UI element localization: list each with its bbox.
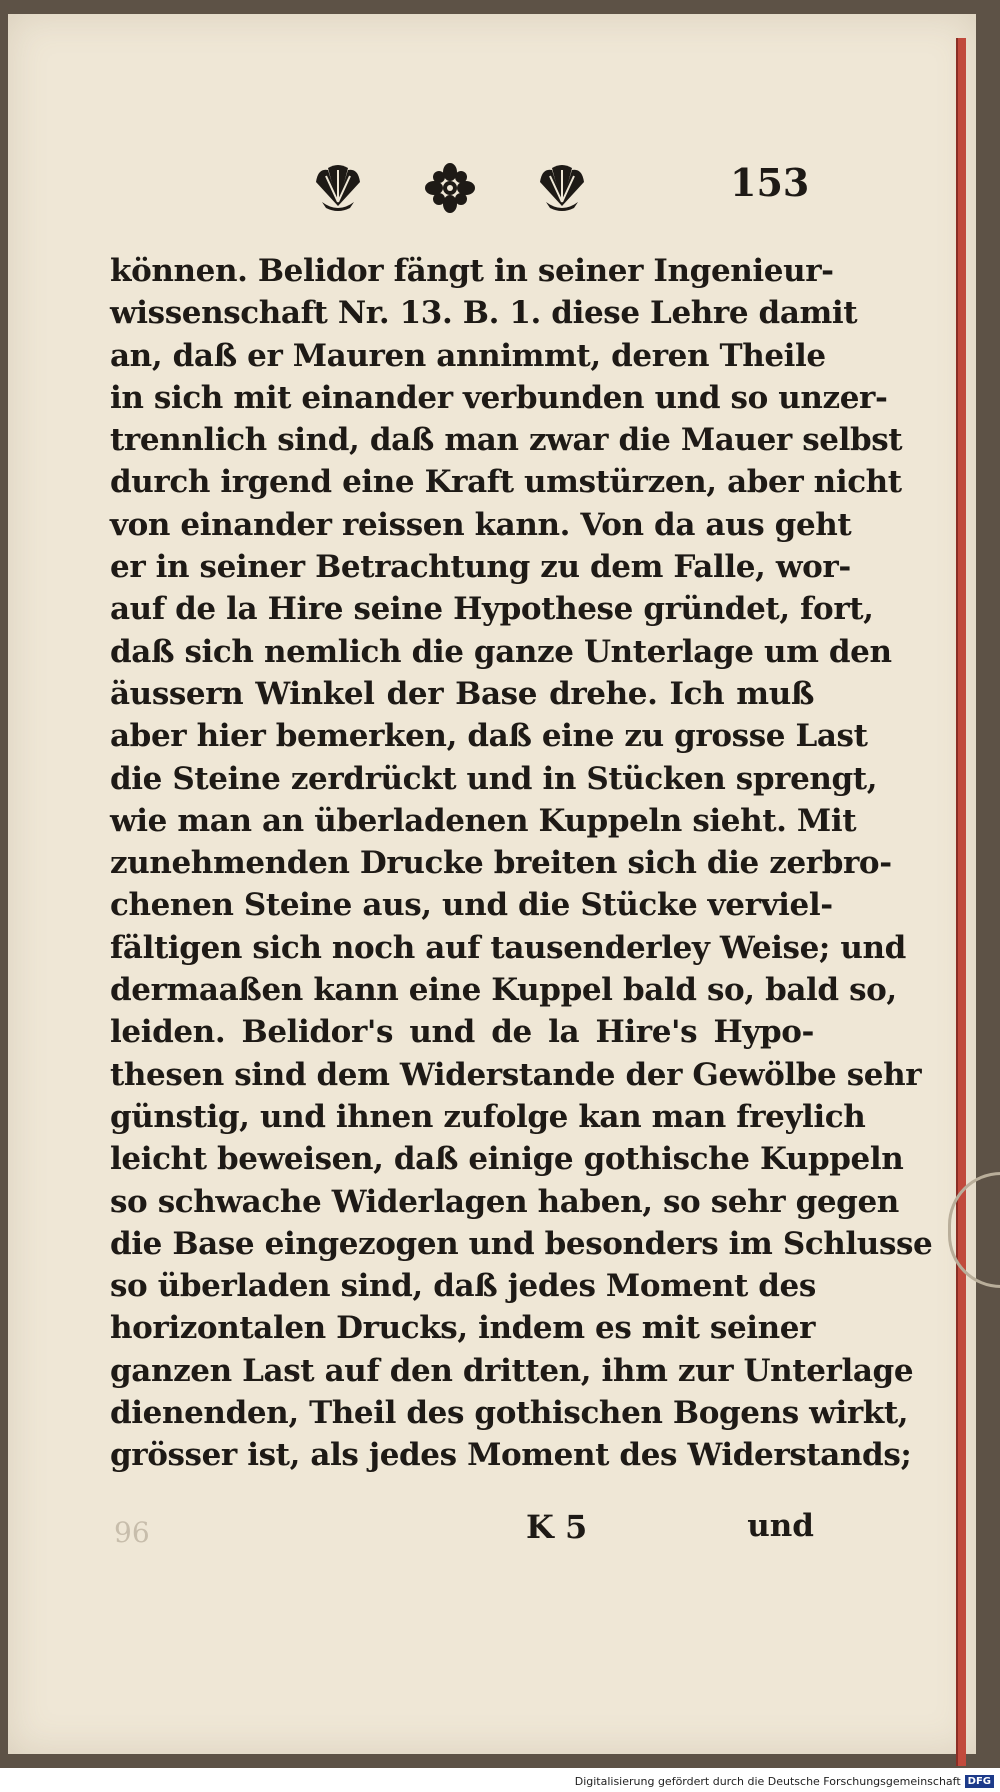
text-line: äussern Winkel der Base drehe. Ich muß — [110, 675, 814, 712]
text-line: so überladen sind, daß jedes Moment des — [110, 1268, 816, 1305]
digitization-credit — [575, 1772, 994, 1790]
flower-ornament-icon — [420, 162, 480, 214]
page-number: 153 — [730, 160, 810, 205]
text-line: zunehmenden Drucke breiten sich die zerbro- — [110, 845, 892, 882]
credit-text: Digitalisierung gefördert durch die Deutsche Forschungsgemeinschaft — [574, 1774, 961, 1788]
text-line: so schwache Widerlagen haben, so sehr gegen — [110, 1183, 899, 1220]
text-line: günstig, und ihnen zufolge kan man freylich — [110, 1098, 866, 1135]
text-line: wie man an überladenen Kuppeln sieht. Mit — [110, 802, 857, 839]
page-red-edge — [956, 38, 966, 1766]
fan-ornament-icon — [532, 162, 592, 214]
ornament-row — [308, 158, 608, 218]
text-line: fältigen sich noch auf tausenderley Weise; und — [110, 929, 906, 966]
text-line: an, daß er Mauren annimmt, deren Theile — [110, 337, 826, 374]
text-line: wissenschaft Nr. 13. B. 1. diese Lehre damit — [110, 295, 858, 332]
dfg-logo-icon: DFG — [965, 1775, 994, 1788]
body-text — [110, 250, 933, 1477]
text-line: thesen sind dem Widerstande der Gewölbe sehr — [110, 1056, 922, 1093]
text-line: leicht beweisen, daß einige gothische Kuppeln — [110, 1141, 904, 1178]
signature-mark: K 5 — [526, 1508, 588, 1546]
text-line: in sich mit einander verbunden und so unzer- — [110, 379, 888, 416]
text-line: die Base eingezogen und besonders im Schlusse — [110, 1225, 933, 1262]
text-line: trennlich sind, daß man zwar die Mauer selbst — [110, 422, 903, 459]
catchword: und — [747, 1508, 814, 1544]
text-line: ganzen Last auf den dritten, ihm zur Unterlage — [110, 1352, 914, 1389]
text-line: von einander reissen kann. Von da aus geht — [110, 506, 852, 543]
text-line: durch irgend eine Kraft umstürzen, aber nicht — [110, 464, 902, 501]
text-line: leiden. Belidor's und de la Hire's Hypo- — [110, 1014, 814, 1051]
text-line: grösser ist, als jedes Moment des Widerstands; — [110, 1437, 912, 1474]
text-line: aber hier bemerken, daß eine zu grosse Last — [110, 718, 868, 755]
text-line: er in seiner Betrachtung zu dem Falle, wor- — [110, 549, 851, 586]
text-line: dienenden, Theil des gothischen Bogens wirkt, — [110, 1395, 909, 1432]
text-line: chenen Steine aus, und die Stücke verviel- — [110, 887, 833, 924]
fan-ornament-icon — [308, 162, 368, 214]
text-line: horizontalen Drucks, indem es mit seiner — [110, 1310, 816, 1347]
text-line: können. Belidor fängt in seiner Ingenieur- — [110, 253, 834, 289]
text-line: auf de la Hire seine Hypothese gründet, fort, — [110, 591, 874, 628]
page-footer — [110, 1508, 814, 1556]
page-header — [0, 158, 1000, 218]
faint-pencil-mark: 96 — [114, 1516, 150, 1549]
text-line: daß sich nemlich die ganze Unterlage um den — [110, 633, 892, 670]
text-line: die Steine zerdrückt und in Stücken sprengt, — [110, 760, 878, 797]
text-line: dermaaßen kann eine Kuppel bald so, bald so, — [110, 972, 897, 1009]
